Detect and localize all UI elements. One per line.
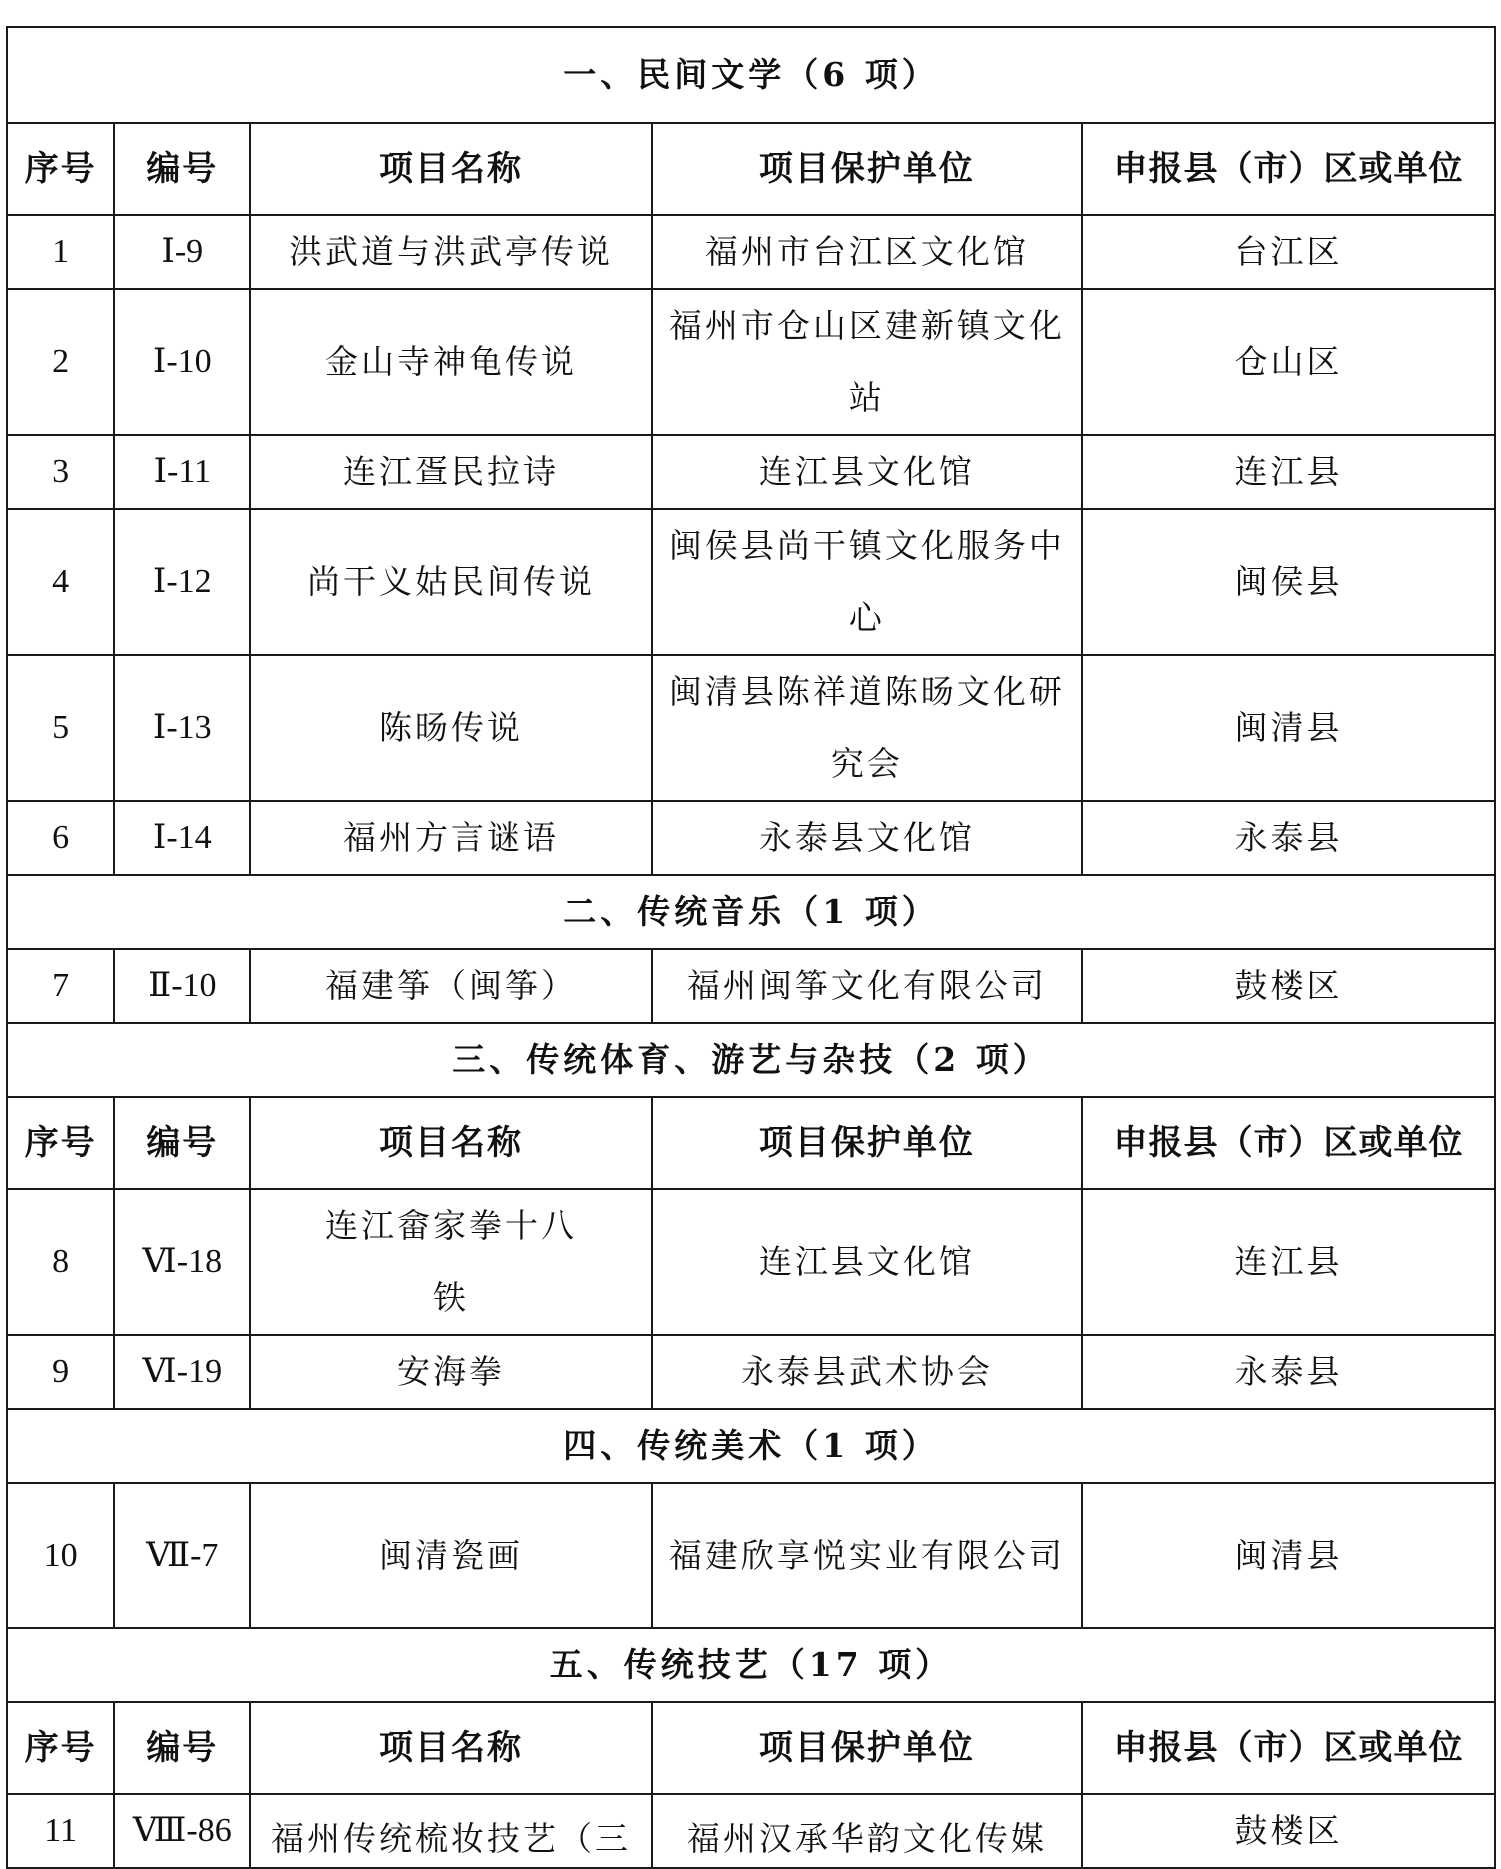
section-heading-row (7, 875, 1495, 949)
cell-unit-text: 福州汉承华韵文化传媒 (686, 1819, 1047, 1858)
cell-code: Ⅵ-18 (114, 1189, 250, 1335)
cell-name: 连江疍民拉诗 (250, 435, 651, 509)
cell-region: 鼓楼区 (1082, 949, 1495, 1023)
cell-name: 陈旸传说 (250, 655, 651, 801)
cell-unit: 闽侯县尚干镇文化服务中心 (652, 509, 1082, 655)
cell-name: 福州方言谜语 (250, 801, 651, 875)
header-name: 项目名称 (250, 1702, 651, 1794)
table-row (7, 801, 1495, 875)
table-row (7, 509, 1495, 655)
heritage-table (6, 26, 1496, 1869)
cell-code: Ⅱ-10 (114, 949, 250, 1023)
cell-seq: 2 (7, 289, 114, 435)
cell-name: 福建筝（闽筝） (250, 949, 651, 1023)
cell-unit: 闽清县陈祥道陈旸文化研究会 (652, 655, 1082, 801)
cell-code: Ⅰ-11 (114, 435, 250, 509)
cell-name: 金山寺神龟传说 (250, 289, 651, 435)
section-heading-row (7, 1023, 1495, 1097)
cell-seq: 7 (7, 949, 114, 1023)
cell-seq: 4 (7, 509, 114, 655)
cell-unit: 永泰县武术协会 (652, 1335, 1082, 1409)
section-heading-row (7, 27, 1495, 123)
cell-code: Ⅶ-7 (114, 1483, 250, 1628)
cell-unit: 福州市仓山区建新镇文化站 (652, 289, 1082, 435)
table-row (7, 289, 1495, 435)
header-name: 项目名称 (250, 1097, 651, 1189)
cell-code: Ⅷ-86 (114, 1794, 250, 1868)
cell-code: Ⅰ-10 (114, 289, 250, 435)
cell-unit (652, 1794, 1082, 1868)
header-name: 项目名称 (250, 123, 651, 215)
table-row (7, 1483, 1495, 1628)
cell-region: 永泰县 (1082, 1335, 1495, 1409)
cell-unit: 永泰县文化馆 (652, 801, 1082, 875)
header-unit: 项目保护单位 (652, 1097, 1082, 1189)
cell-unit: 福建欣享悦实业有限公司 (652, 1483, 1082, 1628)
cell-seq: 5 (7, 655, 114, 801)
header-row (7, 1097, 1495, 1189)
header-seq: 序号 (7, 1097, 114, 1189)
table-row (7, 1189, 1495, 1335)
header-region: 申报县（市）区或单位 (1082, 1702, 1495, 1794)
cell-unit: 连江县文化馆 (652, 1189, 1082, 1335)
header-code: 编号 (114, 1702, 250, 1794)
header-code: 编号 (114, 123, 250, 215)
cell-name: 闽清瓷画 (250, 1483, 651, 1628)
cell-unit: 福州闽筝文化有限公司 (652, 949, 1082, 1023)
cell-seq: 10 (7, 1483, 114, 1628)
cell-name: 洪武道与洪武亭传说 (250, 215, 651, 289)
cell-code: Ⅰ-9 (114, 215, 250, 289)
cell-region: 连江县 (1082, 1189, 1495, 1335)
section-title: 五、传统技艺（17 项） (7, 1628, 1495, 1702)
cell-seq: 11 (7, 1794, 114, 1868)
header-region: 申报县（市）区或单位 (1082, 1097, 1495, 1189)
section-title: 三、传统体育、游艺与杂技（2 项） (7, 1023, 1495, 1097)
cell-name-text: 福州传统梳妆技艺（三 (271, 1819, 632, 1858)
header-seq: 序号 (7, 123, 114, 215)
cell-name: 连江畲家拳十八铁 (250, 1189, 651, 1335)
table-row (7, 1794, 1495, 1868)
section-heading-row (7, 1409, 1495, 1483)
cell-name: 尚干义姑民间传说 (250, 509, 651, 655)
cell-name: 安海拳 (250, 1335, 651, 1409)
cell-region: 闽清县 (1082, 1483, 1495, 1628)
header-seq: 序号 (7, 1702, 114, 1794)
table-row (7, 435, 1495, 509)
cell-code: Ⅰ-13 (114, 655, 250, 801)
cell-region: 永泰县 (1082, 801, 1495, 875)
section-title: 四、传统美术（1 项） (7, 1409, 1495, 1483)
header-unit: 项目保护单位 (652, 123, 1082, 215)
cell-seq: 6 (7, 801, 114, 875)
cell-region: 鼓楼区 (1082, 1794, 1495, 1868)
cell-code: Ⅰ-12 (114, 509, 250, 655)
section-title: 一、民间文学（6 项） (7, 27, 1495, 123)
cell-unit: 连江县文化馆 (652, 435, 1082, 509)
cell-seq: 8 (7, 1189, 114, 1335)
cell-seq: 3 (7, 435, 114, 509)
table-row (7, 949, 1495, 1023)
table-row (7, 1335, 1495, 1409)
cell-seq: 9 (7, 1335, 114, 1409)
cell-name (250, 1794, 651, 1868)
cell-seq: 1 (7, 215, 114, 289)
header-row (7, 123, 1495, 215)
cell-region: 闽清县 (1082, 655, 1495, 801)
cell-code: Ⅰ-14 (114, 801, 250, 875)
table-row (7, 215, 1495, 289)
cell-region: 台江区 (1082, 215, 1495, 289)
cell-region: 闽侯县 (1082, 509, 1495, 655)
cell-code: Ⅵ-19 (114, 1335, 250, 1409)
cell-unit: 福州市台江区文化馆 (652, 215, 1082, 289)
cell-region: 连江县 (1082, 435, 1495, 509)
header-code: 编号 (114, 1097, 250, 1189)
cell-region: 仓山区 (1082, 289, 1495, 435)
header-unit: 项目保护单位 (652, 1702, 1082, 1794)
section-title: 二、传统音乐（1 项） (7, 875, 1495, 949)
header-region: 申报县（市）区或单位 (1082, 123, 1495, 215)
header-row (7, 1702, 1495, 1794)
section-heading-row (7, 1628, 1495, 1702)
table-row (7, 655, 1495, 801)
